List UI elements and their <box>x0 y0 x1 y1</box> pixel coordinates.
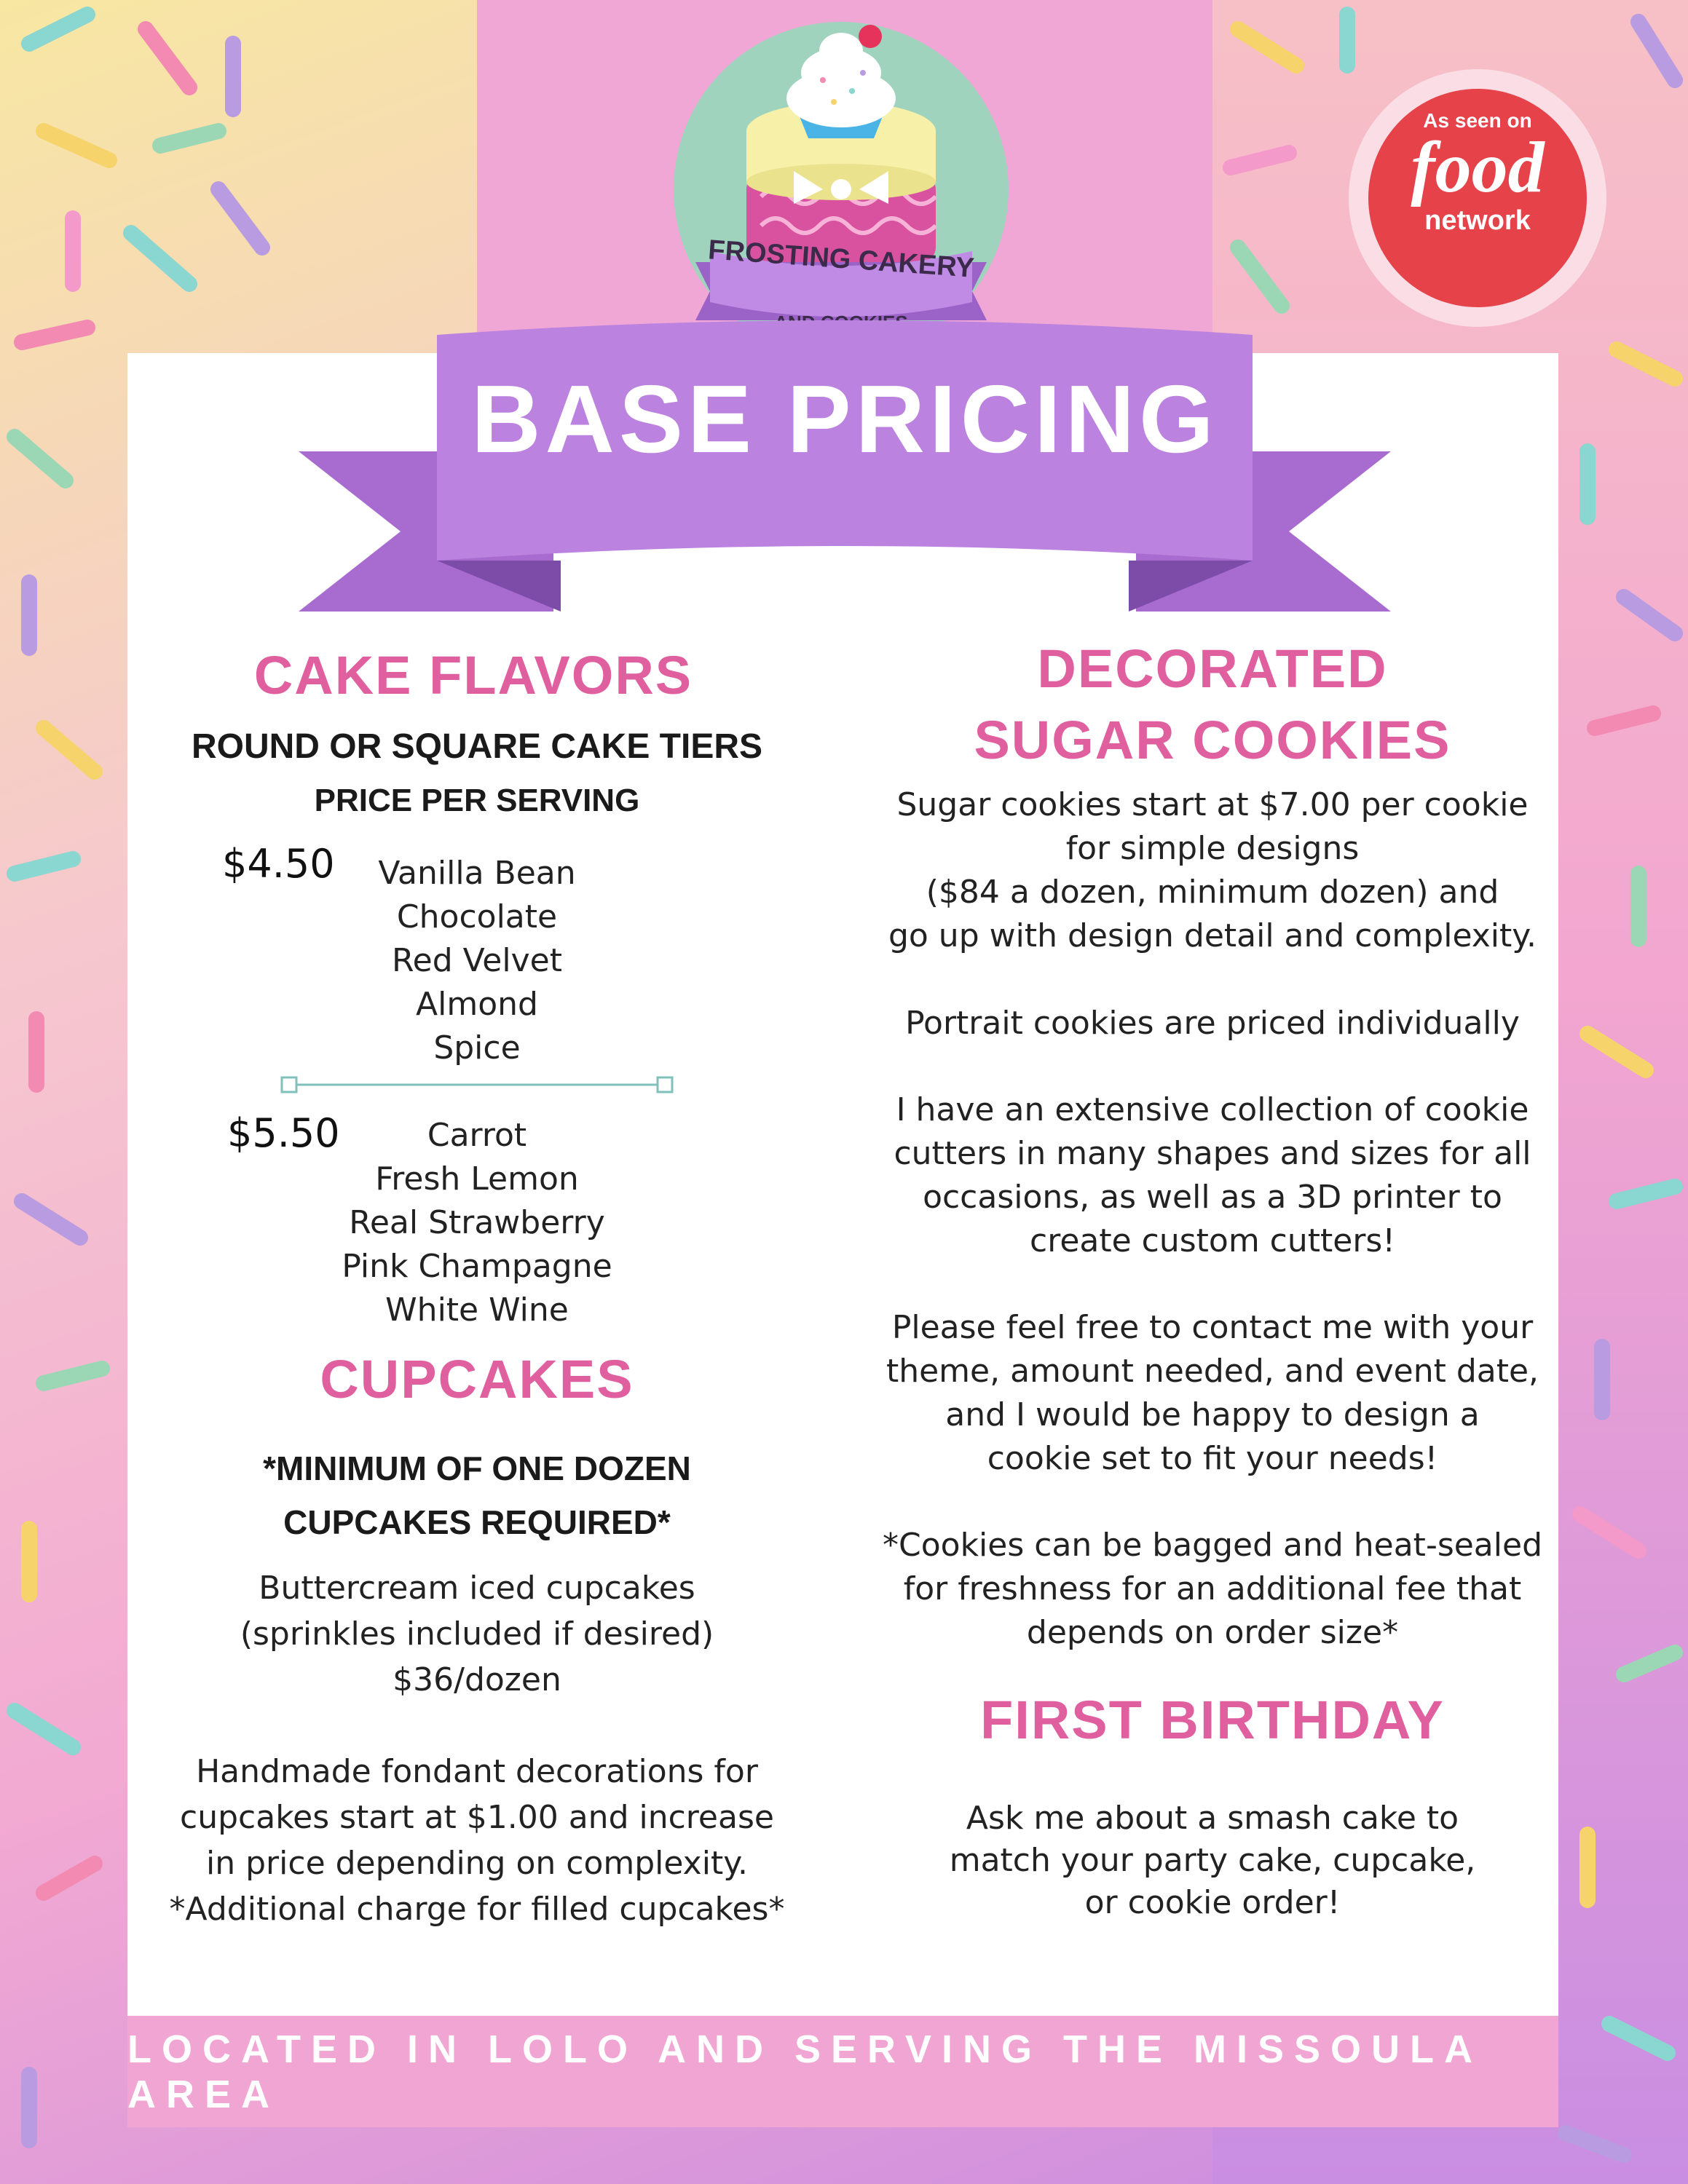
cookies-bagging-note: *Cookies can be bagged and heat-sealed for freshness for an additional fee that depends on order size* <box>883 1527 1542 1651</box>
flavor-list-tier-2 <box>313 1114 641 1332</box>
cupcakes-title: CUPCAKES <box>320 1349 634 1409</box>
price-per-serving-label: PRICE PER SERVING <box>314 783 640 818</box>
price-tier-2: $5.50 <box>227 1110 340 1156</box>
flavor-item: Chocolate <box>396 898 558 935</box>
price-tier-1: $4.50 <box>222 841 335 887</box>
flavor-item: Almond <box>416 986 538 1023</box>
flavor-item: Pink Champagne <box>342 1248 612 1285</box>
flavor-item: Carrot <box>427 1117 527 1154</box>
first-birthday-title: FIRST BIRTHDAY <box>980 1690 1445 1750</box>
badge-line1: As seen on <box>1423 109 1532 132</box>
cake-tiers-subtitle: ROUND OR SQUARE CAKE TIERS <box>191 727 763 766</box>
banner-title: BASE PRICING <box>471 365 1218 472</box>
flavor-divider <box>280 1076 674 1093</box>
cookies-contact-note: Please feel free to contact me with your theme, amount needed, and event date, and I would be happy to design a cookie set to fit your needs! <box>886 1309 1539 1477</box>
flavor-item: Vanilla Bean <box>378 855 576 892</box>
cookies-title: DECORATED SUGAR COOKIES <box>974 638 1451 770</box>
flavor-item: Red Velvet <box>392 942 562 979</box>
flavor-item: Spice <box>433 1029 521 1067</box>
first-birthday-text: Ask me about a smash cake to match your party cake, cupcake, or cookie order! <box>949 1800 1476 1921</box>
cookies-pricing: Sugar cookies start at $7.00 per cookie for simple designs ($84 a dozen, minimum dozen) and go up with design detail and complexity. <box>888 786 1537 954</box>
flavor-item: White Wine <box>385 1291 569 1329</box>
flavor-item: Fresh Lemon <box>375 1160 579 1198</box>
footer-location: LOCATED IN LOLO AND SERVING THE MISSOULA AREA <box>127 2027 1482 2116</box>
cupcakes-requirement: *MINIMUM OF ONE DOZEN CUPCAKES REQUIRED* <box>263 1449 691 1541</box>
badge-line3: network <box>1424 205 1531 236</box>
cupcakes-details: Buttercream iced cupcakes (sprinkles included if desired) $36/dozen <box>240 1570 714 1698</box>
flavor-list-tier-1 <box>335 852 619 1070</box>
badge-line2: food <box>1411 127 1545 207</box>
cake-flavors-title: CAKE FLAVORS <box>253 645 693 705</box>
logo-name: FROSTING CAKERY <box>707 234 976 284</box>
cookies-cutters-note: I have an extensive collection of cookie cutters in many shapes and sizes for all occasions, as well as a 3D printer to create custom cutters! <box>894 1091 1531 1259</box>
cupcakes-fondant-note: Handmade fondant decorations for cupcakes start at $1.00 and increase in price depending on complexity. *Additional charge for filled cupcakes* <box>169 1753 785 1928</box>
cookies-portrait-note: Portrait cookies are priced individually <box>905 1005 1520 1042</box>
flavor-item: Real Strawberry <box>349 1204 605 1241</box>
